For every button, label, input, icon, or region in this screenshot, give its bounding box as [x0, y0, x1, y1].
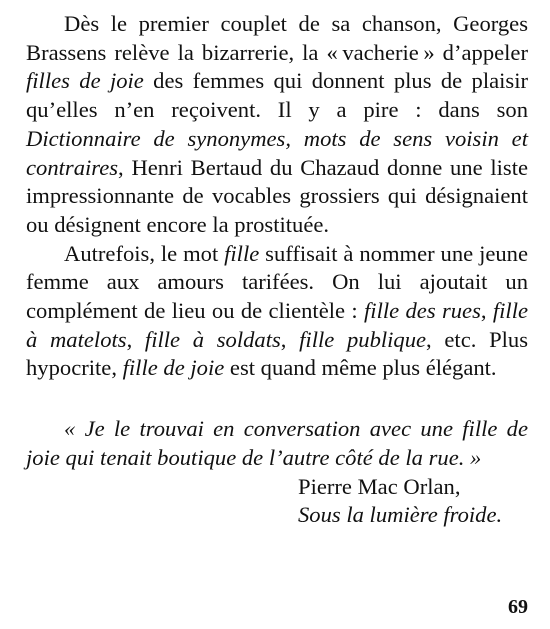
paragraph-1-segment-4: Dictionnaire de synonymes, mots de sens voisin et contraires — [26, 125, 528, 180]
page-body — [26, 10, 528, 530]
paragraph-1-segment-1: Dès le premier couplet de sa chanson, Georges Brassens relève la bizarrerie, la « vacherie » d’appeler — [26, 11, 528, 65]
paragraph-2-segment-13: est quand même plus élégant. — [224, 355, 497, 381]
paragraph-2-segment-10: fille publique — [299, 326, 427, 352]
paragraph-2-segment-12: fille de joie — [122, 355, 225, 381]
page-number: 69 — [508, 596, 528, 618]
paragraph-2-segment-1: Autrefois, le mot — [64, 240, 225, 266]
section-gap — [26, 383, 528, 415]
paragraph-2-segment-9: , — [280, 326, 300, 352]
paragraph-1-segment-5: , Henri Bertaud du Chazaud donne une liste impressionnante de vocables grossiers qui désignaient ou désignent encore la prostituée. — [26, 154, 528, 237]
paragraph-2-segment-5: , — [480, 298, 493, 324]
paragraph-2-segment-3: suffisait à nommer une jeune femme aux amours tarifées. On lui ajoutait un complément de lieu ou de clientèle : — [26, 240, 528, 324]
paragraph-2-segment-11: , etc. Plus hypocrite, — [26, 326, 529, 381]
quote-author: Pierre Mac Orlan, — [298, 473, 461, 499]
paragraph-2-segment-4: fille des rues — [364, 298, 481, 324]
epigraph-quote: « Je le trouvai en conversation avec une fille de joie qui tenait boutique de l’autre côté de la rue. » — [26, 416, 528, 470]
paragraph-1 — [26, 10, 528, 240]
paragraph-2 — [26, 240, 528, 384]
paragraph-2-segment-7: , — [126, 326, 145, 352]
quote-source: Sous la lumière froide. — [298, 502, 503, 528]
paragraph-1-segment-2: filles de joie — [26, 68, 144, 94]
paragraph-2-segment-2: fille — [224, 240, 260, 266]
paragraph-2-segment-6: fille à matelots — [26, 298, 529, 352]
paragraph-1-segment-3: des femmes qui donnent plus de plaisir qu’elles n’en reçoivent. Il y a pire : dans son — [26, 68, 528, 123]
paragraph-2-segment-8: fille à soldats — [144, 326, 281, 352]
